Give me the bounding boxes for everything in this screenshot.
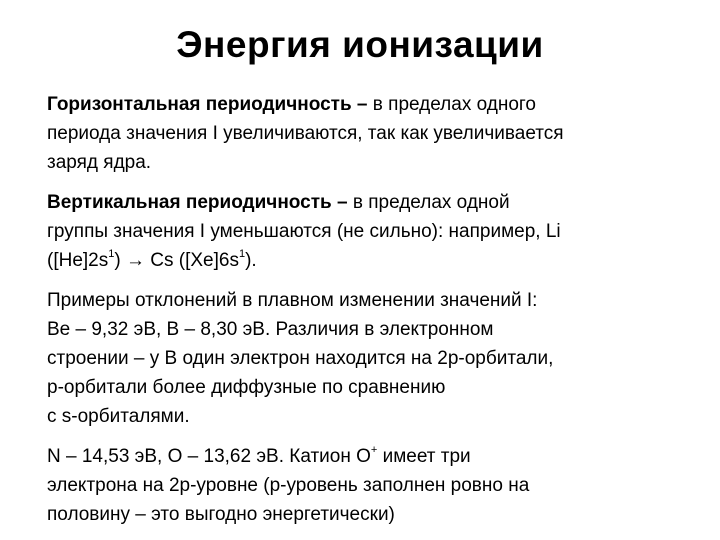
text-line: Примеры отклонений в плавном изменении значений I: [47, 290, 538, 311]
text-span: имеет три [377, 446, 471, 467]
paragraph-deviation-examples [47, 286, 687, 431]
text-span: ) → Cs ([Xe]6s [114, 250, 239, 271]
text-line [47, 188, 687, 217]
text-line [47, 442, 687, 471]
text-line: электрона на 2p-уровне (p-уровень заполнен ровно на [47, 475, 530, 496]
text-line: половину – это выгодно энергетически) [47, 504, 395, 525]
slide-title: Энергия ионизации [176, 24, 544, 65]
text-line: заряд ядра. [47, 152, 152, 173]
text-span: в пределах одного [367, 94, 536, 115]
text-line: строении – у B один электрон находится на 2p-орбитали, [47, 348, 554, 369]
text-line: периода значения I увеличиваются, так как увеличивается [47, 123, 564, 144]
text-span: N – 14,53 эВ, O – 13,62 эВ. Катион O [47, 446, 371, 467]
text-line [47, 246, 687, 275]
superscript: + [370, 443, 378, 456]
paragraph-horizontal-periodicity [47, 90, 687, 177]
superscript: 1 [108, 247, 115, 260]
text-line: Be – 9,32 эВ, B – 8,30 эВ. Различия в электронном [47, 319, 494, 340]
paragraph-n-o-example [47, 442, 687, 529]
text-line [47, 90, 687, 119]
text-span: ([He]2s [47, 250, 109, 271]
paragraph-vertical-periodicity [47, 188, 687, 275]
superscript: 1 [238, 247, 246, 260]
text-span: ). [245, 250, 257, 271]
bold-term: Вертикальная периодичность – [47, 192, 348, 213]
text-span: в пределах одной [347, 192, 510, 213]
bold-term: Горизонтальная периодичность – [47, 94, 368, 115]
text-line: p-орбитали более диффузные по сравнению [47, 377, 446, 398]
text-line: группы значения I уменьшаются (не сильно): например, Li [47, 221, 561, 242]
slide-body [47, 90, 687, 540]
text-line: с s-орбиталями. [47, 406, 190, 427]
